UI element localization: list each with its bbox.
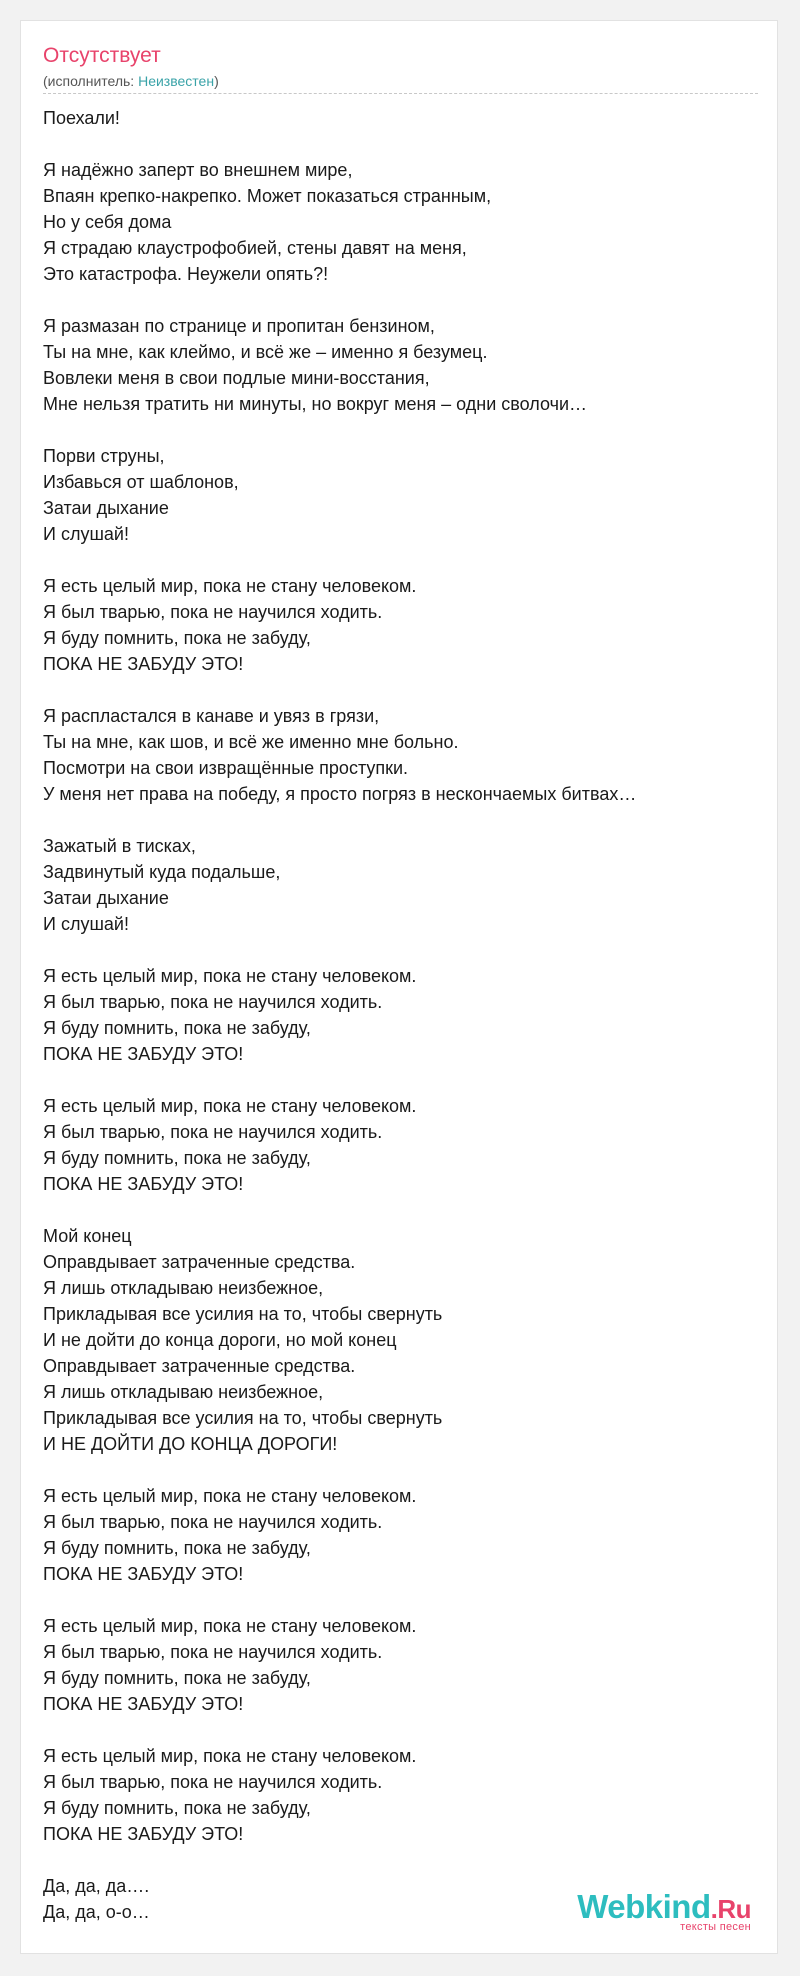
site-logo[interactable] [577,1890,751,1933]
logo-tld: .Ru [710,1894,751,1924]
lyrics-card [20,20,778,1954]
logo-wordmark [577,1890,751,1923]
lyrics-text: Поехали! Я надёжно заперт во внешнем мире, Впаян крепко-накрепко. Может показаться странным, Но у себя дома Я страдаю клаустрофобией, стены давят на меня, Это катастрофа. Неужели опять?! Я размазан по странице и пропитан бензином, Ты на мне, как клеймо, и всё же – именно я безумец. Вовлеки меня в свои подлые мини-восстания, Мне нельзя тратить ни минуты, но вокруг меня – одни сволочи… Порви струны, Избавься от шаблонов, Затаи дыхание И слушай! Я есть целый мир, пока не стану человеком. Я был тварью, пока не научился ходить. Я буду помнить, пока не забуду, ПОКА НЕ ЗАБУДУ ЭТО! Я распластался в канаве и увяз в грязи, Ты на мне, как шов, и всё же именно мне больно. Посмотри на свои извращённые проступки. У меня нет права на победу, я просто погряз в нескончаемых битвах… Зажатый в тисках, Задвинутый куда подальше, Затаи дыхание И слушай! Я есть целый мир, пока не стану человеком. Я был тварью, пока не научился ходить. Я буду помнить, пока не забуду, ПОКА НЕ ЗАБУДУ ЭТО! Я есть целый мир, пока не стану человеком. Я был тварью, пока не научился ходить. Я буду помнить, пока не забуду, ПОКА НЕ ЗАБУДУ ЭТО! Мой конец Оправдывает затраченные средства. Я лишь откладываю неизбежное, Прикладывая все усилия на то, чтобы свернуть И не дойти до конца дороги, но мой конец Оправдывает затраченные средства. Я лишь откладываю неизбежное, Прикладывая все усилия на то, чтобы свернуть И НЕ ДОЙТИ ДО КОНЦА ДОРОГИ! Я есть целый мир, пока не стану человеком. Я был тварью, пока не научился ходить. Я буду помнить, пока не забуду, ПОКА НЕ ЗАБУДУ ЭТО! Я есть целый мир, пока не стану человеком. Я был тварью, пока не научился ходить. Я буду помнить, пока не забуду, ПОКА НЕ ЗАБУДУ ЭТО! Я есть целый мир, пока не стану человеком. Я был тварью, пока не научился ходить. Я буду помнить, пока не забуду, ПОКА НЕ ЗАБУДУ ЭТО! Да, да, да…. Да, да, о-о… [43,108,637,1922]
performer-suffix: ) [214,73,219,89]
performer-link[interactable]: Неизвестен [138,73,215,89]
performer-prefix: (исполнитель: [43,73,139,89]
performer-line [43,73,219,90]
song-title: Отсутствует [43,44,161,67]
logo-brand: Webkind [577,1888,711,1925]
logo-tagline: тексты песен [680,1921,751,1933]
title-divider [43,93,758,94]
